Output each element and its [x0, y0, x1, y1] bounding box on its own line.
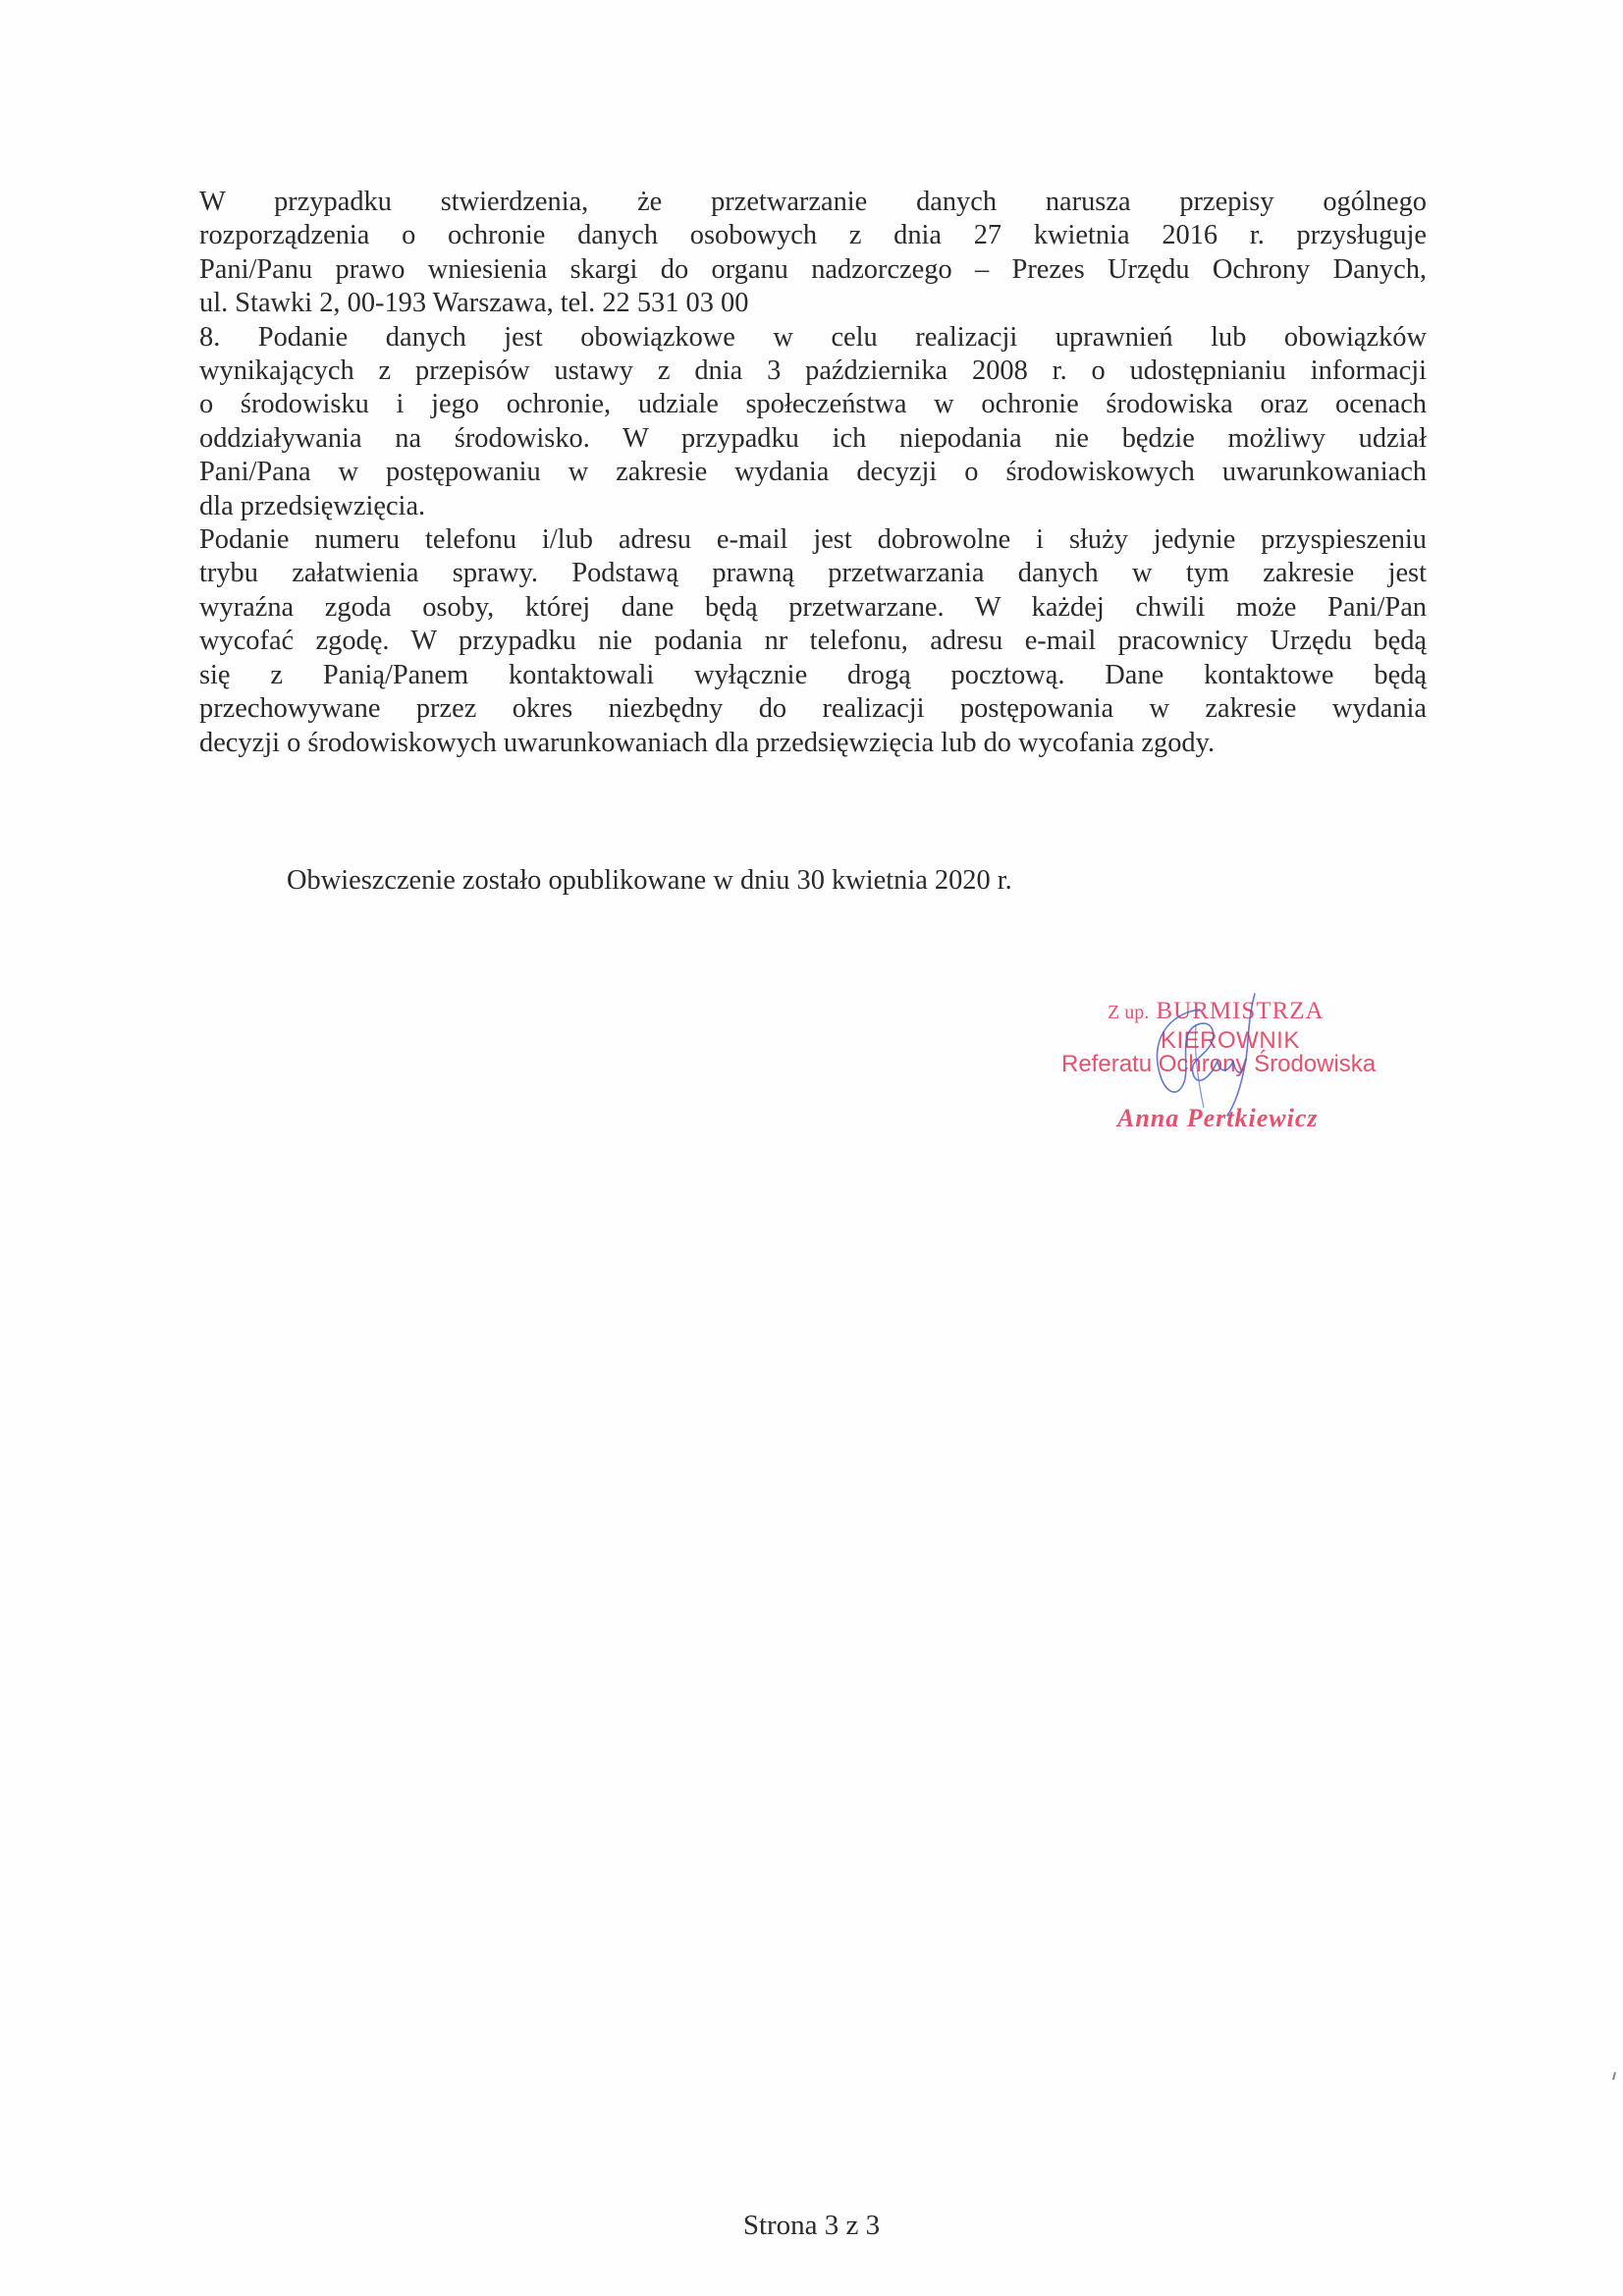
page-number: Strona 3 z 3 — [742, 2210, 881, 2241]
text-line: Pani/Panu prawo wniesienia skargi do organu nadzorczego – Prezes Urzędu Ochrony Danych, — [199, 253, 1427, 285]
text-line: oddziaływania na środowisko. W przypadku ich niepodania nie będzie możliwy udział — [199, 422, 1427, 454]
stamp-title: BURMISTRZA — [1156, 998, 1325, 1024]
text-line: wycofać zgodę. W przypadku nie podania nr telefonu, adresu e-mail pracownicy Urzędu będą — [199, 626, 1427, 657]
text-line: się z Panią/Panem kontaktowali wyłącznie drogą pocztową. Dane kontaktowe będą — [199, 659, 1427, 690]
text-line: rozporządzenia o ochronie danych osobowych z dnia 27 kwietnia 2016 r. przysługuje — [199, 220, 1427, 251]
text-line: ul. Stawki 2, 00-193 Warszawa, tel. 22 531 03 00 — [199, 288, 749, 319]
text-line: dla przedsięwzięcia. — [199, 490, 426, 521]
text-line: 8. Podanie danych jest obowiązkowe w celu realizacji uprawnień lub obowiązków — [199, 321, 1427, 353]
stamp-line-manager: KIEROWNIK — [1161, 1027, 1300, 1054]
document-body — [199, 186, 1427, 760]
text-line: trybu załatwienia sprawy. Podstawą prawną przetwarzania danych w tym zakresie jest — [199, 558, 1427, 589]
scan-artifact — [1612, 2072, 1616, 2080]
handwritten-signature-icon — [1139, 992, 1276, 1120]
text-line: Podanie numeru telefonu i/lub adresu e-mail jest dobrowolne i służy jedynie przyspieszeniu — [199, 524, 1427, 556]
text-line: przechowywane przez okres niezbędny do realizacji postępowania w zakresie wydania — [199, 693, 1427, 725]
paragraph-contact-consent — [199, 523, 1427, 760]
text-line: W przypadku stwierdzenia, że przetwarzanie danych narusza przepisy ogólnego — [199, 187, 1427, 217]
text-line: decyzji o środowiskowych uwarunkowaniach dla przedsięwzięcia lub do wycofania zgody. — [199, 727, 1216, 758]
stamp-line-department: Referatu Ochrony Środowiska — [1061, 1051, 1377, 1077]
text-line: wynikających z przepisów ustawy z dnia 3 października 2008 r. o udostępnianiu informacji — [199, 355, 1427, 387]
text-line: wyraźna zgoda osoby, której dane będą przetwarzane. W każdej chwili może Pani/Pan — [199, 591, 1427, 623]
paragraph-complaint-right — [199, 186, 1427, 321]
text-line: Pani/Pana w postępowaniu w zakresie wydania decyzji o środowiskowych uwarunkowaniach — [199, 457, 1427, 488]
paragraph-data-obligation — [199, 321, 1427, 523]
stamp-prefix: Z up. — [1108, 1002, 1150, 1023]
stamp-signatory-name: Anna Pertkiewicz — [1117, 1104, 1319, 1132]
publication-note: Obwieszczenie zostało opublikowane w dniu 30 kwietnia 2020 r. — [287, 865, 1012, 896]
text-line: o środowisku i jego ochronie, udziale społeczeństwa w ochronie środowiska oraz ocenach — [199, 389, 1427, 420]
